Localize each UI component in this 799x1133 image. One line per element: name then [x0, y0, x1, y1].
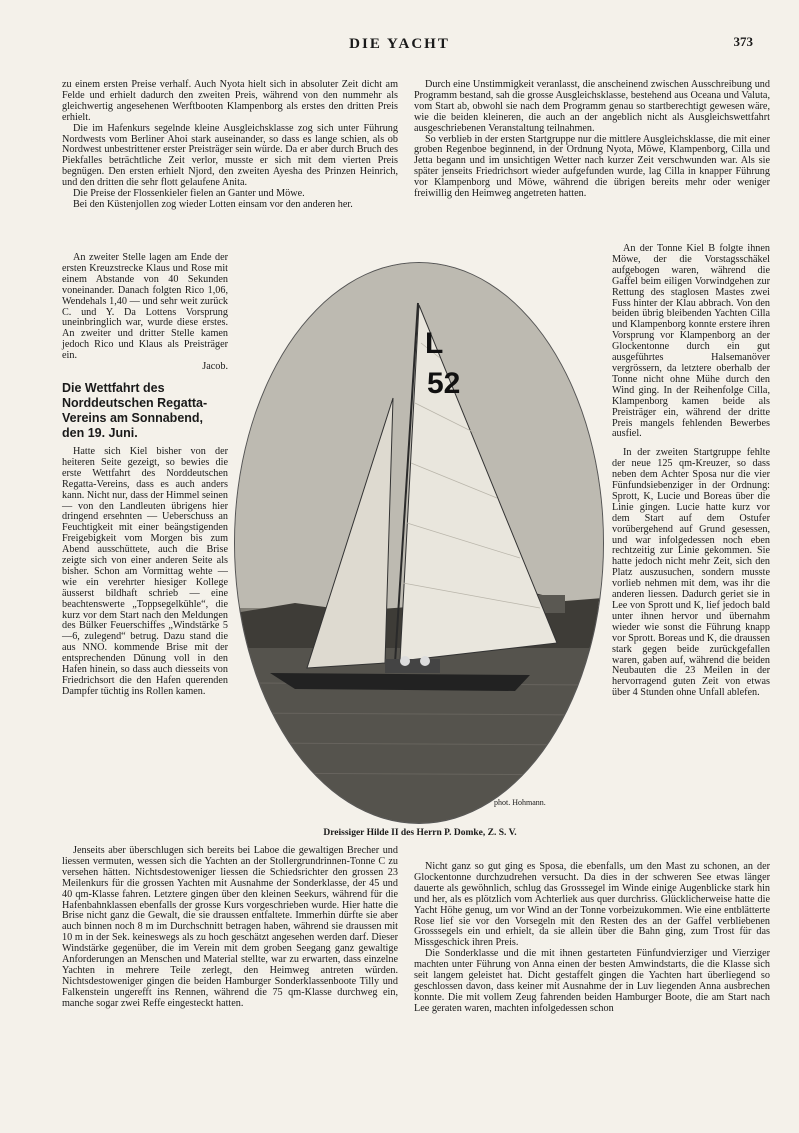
paragraph: Die Sonderklasse und die mit ihnen gestarteten Fünfundvierziger und Vierziger machten unter Führung von Anna einen der besten Amwindstarts, die die Klasse sich seit langem geleistet hat. Dicht gestaffelt gingen die Yachten hart überliegend so geschlossen davon, dass keiner mit Ausnahme der in Luv liegenden Anna ausbrechen konnte. Die mit vollem Zeug fahrenden beiden Hamburger Boote, die am Start nach Lee geraten waren, machten infolgedessen schon: [414, 948, 770, 1014]
article-heading: Die Wettfahrt des Norddeutschen Regatta-Vereins am Sonnabend, den 19. Juni.: [62, 380, 208, 440]
paragraph: So verblieb in der ersten Startgruppe nur die mittlere Ausgleichsklasse, die mit einer groben Regenboe beginnend, in der Ordnung Nyota, Möwe, Klampenborg, Cilla und Jetta begann und im unsichtigen Wetter nach kurzer Zeit verschwunden war. Als sie später jenseits Friedrichsort wieder aufgefunden wurde, lag Cilla in knapper Führung vor Klampenborg und Möwe, während die übrigen bereits mehr oder weniger freiwillig den Heimweg angetreten hatten.: [414, 133, 770, 200]
paragraph: zu einem ersten Preise verhalf. Auch Nyota hielt sich in absoluter Zeit dicht am Felde und erhielt dadurch den zweiten Preis, während von den nummehr als gleichwertig angesehenen Werftbooten Klampenborg als erstes den dritten Preis erhielt.: [62, 79, 398, 123]
paragraph: Die Preise der Flossenkieler fielen an Ganter und Möwe.: [73, 188, 305, 200]
paragraph: Die im Hafenkurs segelnde kleine Ausgleichsklasse zog sich unter Führung Nordwests vom Berliner Ahoi stark auseinander, so dass es lange schien, als ob Nordwest unbestrittener erster Preisträger sein würde. Da er aber durch Bruch des Piekfalles beträchtliche Zeit verlor, musste er sich mit dem vierten Preis begnügen. Den ersten erhielt Njord, den zweiten Ayesha des Prinzen Heinrich, und den dritten die sehr flott gelaufene Anita.: [62, 122, 398, 189]
left-column-bottom: [62, 846, 398, 1010]
author-signature: Jacob.: [202, 361, 228, 373]
right-column-top: [414, 80, 770, 200]
left-column-narrow: [62, 253, 228, 698]
yacht-illustration: [235, 263, 603, 823]
left-column-top: [62, 80, 398, 211]
paragraph: Bei den Küstenjollen zog wieder Lotten einsam vor den anderen her.: [73, 198, 353, 210]
masthead: [0, 36, 799, 56]
yacht-photo: [234, 262, 604, 824]
paragraph: Durch eine Unstimmigkeit veranlasst, die anscheinend zwischen Ausschreibung und Programm bestand, sah die grosse Ausgleichsklasse, bestehend aus Oceana und Valuta, vom Start ab, obwohl sie nach dem Programm genau so startberechtigt gewesen wäre, wie die beiden kleineren, die auch an der angeblich nicht als Ausgleichswettfahrt ausgeschriebenen Veranstaltung teilnahmen.: [414, 79, 770, 134]
journal-title: DIE YACHT: [349, 36, 450, 52]
right-column-bottom: [414, 862, 770, 1015]
paragraph: Nicht ganz so gut ging es Sposa, die ebenfalls, um den Mast zu schonen, an der Glockentonne durchzudrehen versucht. Da dies in der schweren See etwas länger dauerte als gewöhnlich, schlug das Grosssegel im Winde einige Augenblicke stark hin und her, als es plötzlich vom Achterliek aus quer durchriss. Glücklicherweise hatte die Yacht Höhe genug, um vor Wind an der Tonne vorbeizukommen. Wie eine entblätterte Rose lief sie vor den Vorsegeln mit den Resten des an der Gaffel verbliebenen Grosssegels ein und erhielt, da sie allein über die Bahn ging, zum Trost für das Missgeschick ihren Preis.: [414, 861, 770, 949]
paragraph: In der zweiten Startgruppe fehlte der neue 125 qm-Kreuzer, so dass neben dem Achter Sposa nur die vier Fünfundsiebenziger in der Ordnung: Sprott, K, Lucie und Boreas über die Linie gingen. Lucie hatte kurz vor dem Start auf dem Ostufer vorübergehend auf Grund gesessen, und war infolgedessen noch eben rechtzeitig zur Linie gekommen. Sie hatte jedoch nicht mehr Zeit, sich den Platz auszusuchen, sondern musste vorlieb nehmen mit dem, was ihr die anderen liessen. Dadurch geriet sie in Lee von Sprott und K, lief jedoch bald unter ihnen hervor und übernahm wieder wie sonst die Führung knapp vor Sprott. Boreas und K, die draussen stark gegen beide zurückgefallen waren, gaben auf, während die beiden Neubauten die 23 Meilen in der hervorragend guten Zeit von etwas über 4 Stunden ohne Unfall ablefen.: [612, 447, 770, 699]
right-column-narrow: [612, 244, 770, 699]
photo-frame: [234, 262, 602, 822]
page-number: 373: [733, 34, 753, 49]
photo-credit: phot. Hohmann.: [494, 798, 546, 807]
sail-letter: L: [425, 327, 444, 360]
paragraph: Jenseits aber überschlugen sich bereits bei Laboe die gewaltigen Brecher und liessen vermuten, wessen sich die Yachten an der Stollergrundrinnen-Tonne C zu versehen hätten. Nichtsdestoweniger liessen die Schiedsrichter den grossen 23 Meilenkurs für die grossen Yachten mit Ausnahme der Sonderklasse, der 45 und 40 qm-Klasse fahren. Letztere gingen über den kleinen Seekurs, während für die Hafenbahnklassen ebenfalls der grosse Kurs vorgeschrieben wurde. Hier hatte die Brise nicht ganz die Gewalt, die sie draussen entfaltete. Immerhin dürfte sie aber auch binnen noch 8 m im Durchschnitt betragen haben, während sie draussen mit 10 m in der Sek. keineswegs als zu hoch geschätzt angesehen werden darf. Dieser Windstärke gegenüber, die im Verein mit dem groben Seegang ganz gewaltige Anforderungen an Menschen und Material stellte, war zu erwarten, dass einzelne Yachten in mehrere Teile zerlegt, den Heimweg antreten würden. Nichtsdestoweniger gingen die beiden Hamburger Sonderklassenboote Tilly und Falkenstein ungerefft ins Rennen, während die 75 qm-Klasse durchweg ein, manche sogar zwei Reffe eingesteckt hatten.: [62, 845, 398, 1009]
paragraph: Hatte sich Kiel bisher von der heiteren Seite gezeigt, so bewies die erste Wettfahrt des Norddeutschen Regatta-Vereins, dass es auch anders kann. Nicht nur, dass der Himmel seinen — von den Landleuten übrigens hier dringend ersehnten — Ueberschuss an Feuchtigkeit mit einer beängstigenden Freigebigkeit vom Morgen bis zum Abend ausschüttete, auch die Brise zeigte sich von einer anderen Seite als bisher. Schon am Vormittag wehte — wie ein verehrter hiesiger Kollege äusserst bildhaft schrieb — eine beachtenswerte „Toppsegelkühle“, die kurz vor dem Start nach den Meldungen des Bülker Feuerschiffes „Windstärke 5—6, zulegend“ betrug. Dazu stand die aus NNO. kommende Brise mit der entsprechenden Dünung voll in den Hafen hinein, so dass auch diesseits von Friedrichsort die den Hafen querenden Dampfer tüchtig ins Rollen kamen.: [62, 445, 228, 697]
sail-number: 52: [427, 367, 461, 400]
paragraph: An der Tonne Kiel B folgte ihnen Möwe, der die Vorstagsschäkel aufgebogen waren, während die Gaffel beim eiligen Vorwindgehen zur Rettung des staglosen Mastes zwei Fuss hinter der Klau abbrach. Von den beiden übrig bleibenden Yachten Cilla und Klampenborg konnte erstere ihren Vorsprung vor Klampenborg an der Glockentonne durch ein gut ausgeführtes Halsemanöver vergrössern, da letztere oberhalb der Tonne nicht ohne Mühe durch den Wind ging. In der Reihenfolge Cilla, Klampenborg kamen beide als Preisträger ein, während der dritte Preis mangels fehlenden Bewerbes ausfiel.: [612, 243, 770, 440]
photo-caption: Dreissiger Hilde II des Herrn P. Domke, Z. S. V.: [323, 828, 517, 838]
paragraph: An zweiter Stelle lagen am Ende der ersten Kreuzstrecke Klaus und Rose mit einem Abstande von 40 Sekunden voneinander. Danach folgten Rico 1,06, Wendehals 1,40 — und sehr weit zurück C. und Y. Da Lottens Vorsprung uneinbringlich war, wurde diese erstes. An zweiter und dritter Stelle kamen jedoch Rico und Klaus als Preisträger ein.: [62, 252, 228, 362]
